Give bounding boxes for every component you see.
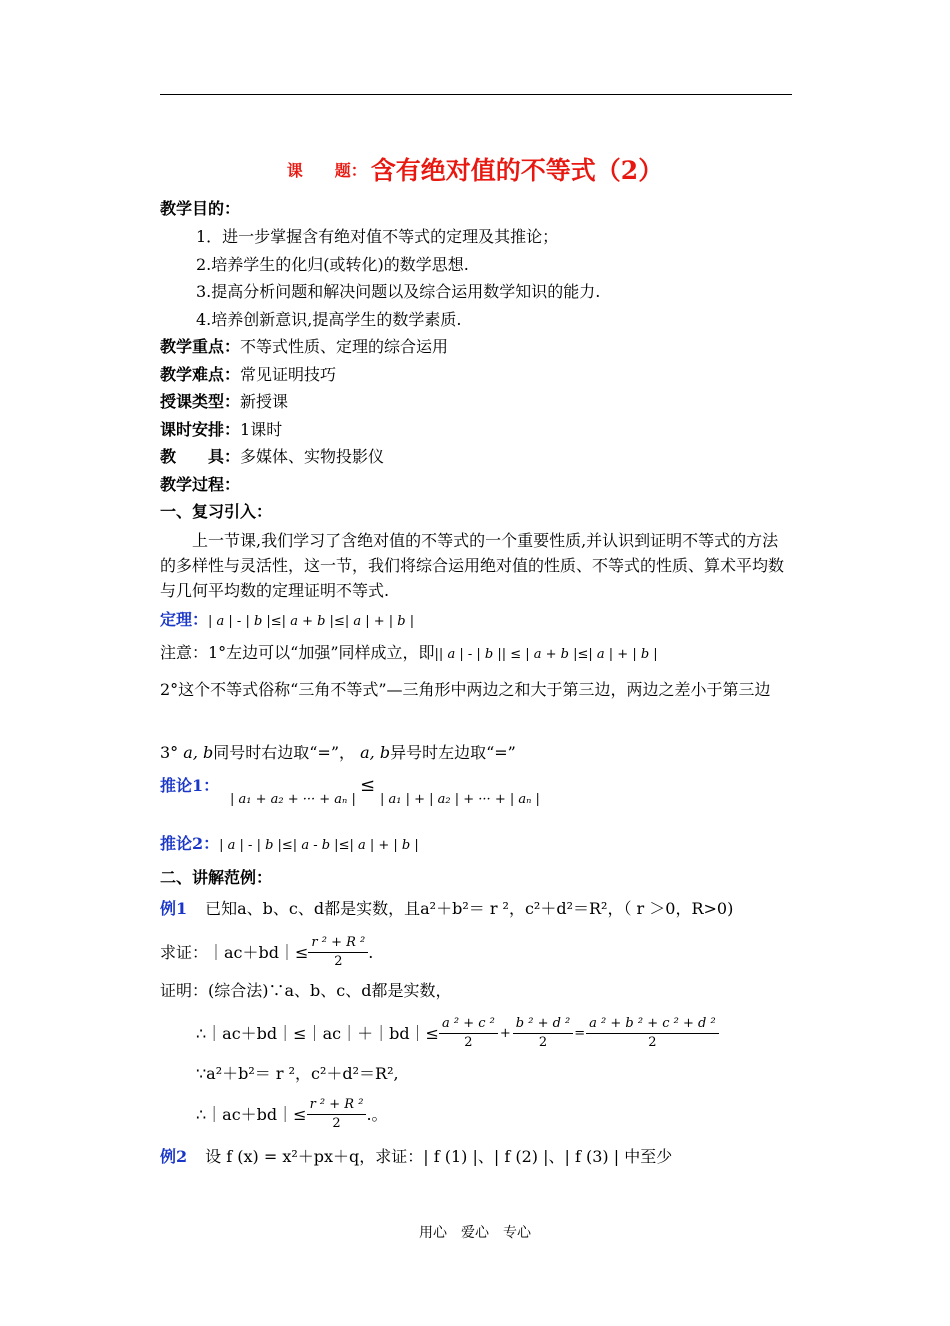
- goal-item-1: 1．进一步掌握含有绝对值不等式的定理及其推论；: [196, 227, 559, 246]
- fraction-numerator: a ² + c ²: [439, 1016, 498, 1034]
- meta-value: 不等式性质、定理的综合运用: [240, 337, 449, 356]
- proof-line-3: ∵a²＋b²＝ r ²，c²＋d²＝R²,: [196, 1064, 399, 1083]
- meta-value: 多媒体、实物投影仪: [240, 447, 385, 466]
- proof-line-2-text: ∴｜ac＋bd｜≤｜ac｜＋｜bd｜≤: [196, 1024, 439, 1043]
- example-1-text: 已知a、b、c、d都是实数，且a²＋b²＝ r ²，c²＋d²＝R²，（ r ＞0，R>0): [205, 899, 734, 918]
- fraction: [586, 1016, 719, 1052]
- fraction: [307, 1097, 367, 1133]
- meta-difficulty: [160, 364, 336, 386]
- intro-paragraph: 上一节课,我们学习了含绝对值的不等式的一个重要性质,并认识到证明不等式的方法的多样性与灵活性，这一节，我们将综合运用绝对值的性质、不等式的性质、算术平均数与几何平均数的定理证明不等式.: [160, 531, 785, 600]
- corollary-2: [160, 833, 419, 857]
- proof-line-4: [196, 1090, 388, 1140]
- example-2-label: 例2: [160, 1147, 188, 1166]
- proof-line-4-end: .。: [366, 1105, 388, 1124]
- plus-sign: +: [499, 1026, 511, 1041]
- theorem-label: 定理：: [160, 610, 209, 629]
- corollary-1: [160, 775, 219, 797]
- fraction-numerator: r ² + R ²: [308, 935, 368, 953]
- equals-sign: =: [574, 1026, 586, 1041]
- meta-schedule: [160, 419, 282, 441]
- fraction-denominator: 2: [648, 1035, 657, 1050]
- example-1-statement: [160, 898, 733, 920]
- note-1-formula: || a | - | b || ≤ | a + b |≤| a | + | b |: [434, 647, 658, 662]
- note-2: 2°这个不等式俗称“三角不等式”—三角形中两边之和大于第三边，两边之差小于第三边: [160, 680, 771, 699]
- note-3-end: 异号时左边取“=”: [390, 743, 516, 762]
- corollary-2-label: 推论2：: [160, 834, 220, 853]
- fraction: [308, 935, 368, 971]
- meta-label: 教学重点：: [160, 337, 241, 356]
- goal-item-3: 3.提高分析问题和解决问题以及综合运用数学知识的能力.: [196, 282, 601, 301]
- meta-label: 授课类型：: [160, 392, 241, 411]
- fraction-numerator: a ² + b ² + c ² + d ²: [586, 1016, 719, 1034]
- corollary-1-right: | a₁ | + | a₂ | + ··· + | aₙ |: [380, 792, 540, 807]
- example-1-prove: 求证：｜ac＋bd｜≤ $\frac{\text{r ² + R ²}}{2}$ .: [160, 935, 374, 969]
- meta-value: 新授课: [240, 392, 289, 411]
- meta-label: 教学难点：: [160, 365, 241, 384]
- corollary-1-sign: ≤: [360, 775, 376, 796]
- fraction-denominator: 2: [538, 1035, 548, 1050]
- corollary-1-left: | a₁ + a₂ + ··· + aₙ |: [230, 792, 356, 807]
- page-footer: 用心 爱心 专心: [419, 1225, 531, 1241]
- meta-focus: [160, 336, 448, 358]
- note-1-text: 注意：1°左边可以“加强”同样成立，即: [160, 643, 435, 662]
- example-1-label: 例1: [160, 899, 188, 918]
- note-3-mid: 同号时右边取“=”，: [213, 743, 356, 762]
- note-3-ab: a, b: [183, 743, 214, 762]
- theorem-formula: | a | - | b |≤| a + b |≤| a | + | b |: [208, 614, 415, 629]
- corollary-2-formula: | a | - | b |≤| a - b |≤| a | + | b |: [219, 838, 419, 853]
- meta-tools: [160, 446, 384, 468]
- fraction-numerator: r ² + R ²: [307, 1097, 367, 1115]
- meta-label: 课时安排：: [160, 420, 241, 439]
- corollary-1-label: 推论1：: [160, 776, 220, 795]
- fraction-denominator: 2: [464, 1035, 473, 1050]
- prove-text: 求证：｜ac＋bd｜≤: [160, 943, 309, 962]
- fraction-denominator: 2: [332, 1116, 341, 1131]
- fraction: [439, 1016, 498, 1052]
- proof-line-1: 证明：(综合法)∵a、b、c、d都是实数，: [160, 981, 452, 1000]
- note-1: [160, 642, 658, 666]
- goal-item-4: 4.培养创新意识,提高学生的数学素质.: [196, 310, 462, 329]
- fraction-denominator: 2: [334, 954, 343, 969]
- section2-heading: 二、讲解范例：: [160, 868, 273, 887]
- process-heading: 教学过程：: [160, 475, 241, 494]
- meta-label: 教 具：: [160, 447, 241, 466]
- fraction: [513, 1016, 574, 1052]
- header-rule: [160, 94, 792, 95]
- note-3-num: 3°: [160, 743, 179, 762]
- meta-value: 常见证明技巧: [240, 365, 337, 384]
- title-main: 含有绝对值的不等式（2）: [370, 156, 664, 185]
- example-2-text: 设 f (x) = x²＋px＋q，求证：| f (1) |、| f (2) |、| f (3) | 中至少: [205, 1147, 673, 1166]
- fraction-numerator: b ² + d ²: [513, 1016, 574, 1034]
- goals-heading: 教学目的：: [160, 199, 241, 218]
- note-3: [160, 742, 516, 764]
- proof-line-4-text: ∴｜ac＋bd｜≤: [196, 1105, 307, 1124]
- title-label: 课 题：: [286, 161, 367, 180]
- lesson-title: [0, 151, 950, 187]
- section1-heading: 一、复习引入：: [160, 502, 273, 521]
- meta-value: 1课时: [240, 420, 283, 439]
- theorem: [160, 609, 414, 633]
- goal-item-2: 2.培养学生的化归(或转化)的数学思想.: [196, 255, 469, 274]
- note-3-ab2: a, b: [360, 743, 391, 762]
- example-2-statement: [160, 1146, 672, 1168]
- proof-line-2: [196, 1008, 719, 1060]
- meta-type: [160, 391, 288, 413]
